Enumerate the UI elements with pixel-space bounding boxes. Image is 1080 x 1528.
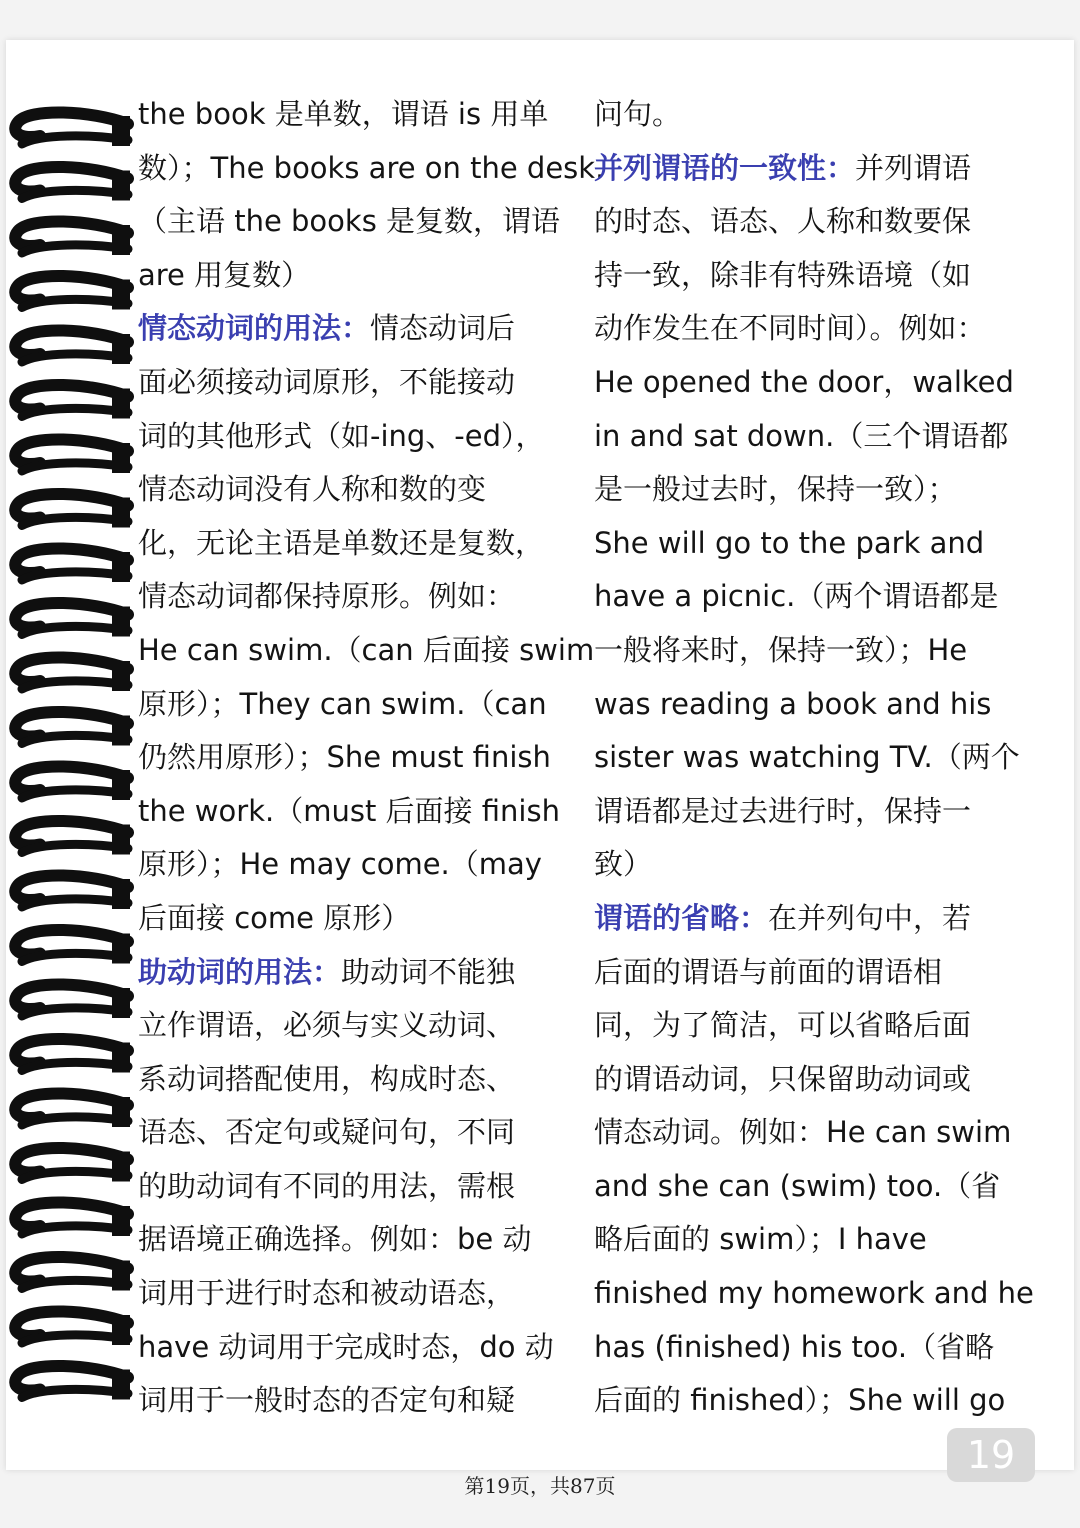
line-text: 后面接 come 原形） bbox=[138, 900, 411, 935]
spiral-ring-icon bbox=[15, 1202, 130, 1236]
page-footer: 第19页，共87页 bbox=[464, 1474, 616, 1498]
spiral-binding-icon bbox=[0, 100, 140, 1470]
text-line bbox=[138, 999, 578, 1053]
line-text: 谓语都是过去进行时，保持一 bbox=[594, 793, 972, 828]
spiral-ring-icon bbox=[15, 1257, 130, 1291]
spiral-ring-icon bbox=[15, 221, 130, 255]
line-text: 致） bbox=[594, 847, 653, 882]
spiral-ring-icon bbox=[15, 112, 130, 146]
spiral-ring-icon bbox=[15, 766, 130, 800]
text-line bbox=[594, 142, 1034, 196]
text-line bbox=[594, 1321, 1034, 1375]
text-line bbox=[594, 302, 1034, 356]
text-line bbox=[594, 838, 1034, 892]
text-line bbox=[594, 463, 1034, 517]
text-line bbox=[594, 249, 1034, 303]
line-text: 同，为了简洁，可以省略后面 bbox=[594, 1008, 972, 1043]
text-line bbox=[594, 785, 1034, 839]
text-line bbox=[138, 1374, 578, 1428]
text-line bbox=[138, 570, 578, 624]
section-heading: 谓语的省略： bbox=[594, 900, 769, 935]
line-text: finished my homework and he bbox=[594, 1276, 1034, 1311]
left-column bbox=[138, 88, 605, 1428]
text-line bbox=[594, 1374, 1034, 1428]
line-text: the book 是单数，谓语 is 用单 bbox=[138, 97, 549, 131]
text-line bbox=[594, 892, 1034, 946]
spiral-ring-icon bbox=[15, 603, 130, 637]
text-line bbox=[138, 1053, 578, 1107]
line-text: 的助动词有不同的用法，需根 bbox=[138, 1168, 516, 1203]
line-text: 化，无论主语是单数还是复数， bbox=[138, 525, 545, 560]
line-text: has (finished) his too.（省略 bbox=[594, 1329, 995, 1364]
spiral-ring-icon bbox=[15, 1366, 130, 1400]
spiral-ring-icon bbox=[15, 548, 130, 582]
line-text: 情态动词。例如：He can swim bbox=[594, 1115, 1012, 1150]
text-line bbox=[138, 1106, 578, 1160]
text-line bbox=[138, 838, 578, 892]
text-line bbox=[594, 1053, 1034, 1107]
spiral-ring-icon bbox=[15, 276, 130, 310]
line-text: have a picnic.（两个谓语都是 bbox=[594, 579, 999, 614]
text-line bbox=[594, 195, 1034, 249]
section-heading: 情态动词的用法： bbox=[138, 311, 371, 346]
text-line bbox=[138, 678, 578, 732]
spiral-ring-icon bbox=[15, 494, 130, 528]
text-line bbox=[138, 1160, 578, 1214]
line-text: 的谓语动词，只保留助动词或 bbox=[594, 1061, 972, 1096]
line-text: He can swim.（can 后面接 swim bbox=[138, 632, 595, 667]
spiral-ring-icon bbox=[15, 439, 130, 473]
text-line bbox=[138, 142, 605, 196]
line-text: 动作发生在不同时间）。例如： bbox=[594, 311, 986, 346]
line-text: 后面的谓语与前面的谓语相 bbox=[594, 954, 943, 989]
text-line bbox=[138, 892, 578, 946]
line-text: 原形）；They can swim.（can bbox=[138, 686, 547, 721]
line-text: 助动词不能独 bbox=[341, 954, 516, 989]
text-line bbox=[594, 731, 1034, 785]
text-line bbox=[594, 517, 1034, 571]
spiral-ring-icon bbox=[15, 821, 130, 855]
spiral-ring-icon bbox=[15, 1039, 130, 1073]
line-text: 持一致，除非有特殊语境（如 bbox=[594, 257, 972, 292]
line-text: was reading a book and his bbox=[594, 686, 992, 721]
section-heading: 并列谓语的一致性： bbox=[594, 150, 856, 185]
text-line bbox=[594, 1267, 1034, 1321]
line-text: 在并列句中，若 bbox=[768, 900, 972, 935]
section-heading: 助动词的用法： bbox=[138, 954, 342, 989]
line-text: 原形）；He may come.（may bbox=[138, 847, 542, 882]
text-line bbox=[594, 88, 1034, 142]
line-text: 情态动词都保持原形。例如： bbox=[138, 579, 516, 614]
line-text: 仍然用原形）；She must finish bbox=[138, 740, 551, 775]
line-text: 立作谓语，必须与实义动词、 bbox=[138, 1008, 516, 1043]
line-text: sister was watching TV.（两个 bbox=[594, 740, 1020, 775]
spiral-ring-icon bbox=[15, 1093, 130, 1127]
line-text: 的时态、语态、人称和数要保 bbox=[594, 204, 972, 239]
line-text: 后面的 finished）；She will go bbox=[594, 1383, 1006, 1418]
line-text: in and sat down.（三个谓语都 bbox=[594, 418, 1009, 453]
spiral-ring-icon bbox=[15, 984, 130, 1018]
spiral-ring-icon bbox=[15, 875, 130, 909]
line-text: 数）；The books are on the desk. bbox=[138, 150, 605, 185]
text-line bbox=[594, 356, 1034, 410]
line-text: have 动词用于完成时态，do 动 bbox=[138, 1329, 554, 1364]
text-line bbox=[594, 624, 1034, 678]
line-text: 略后面的 swim）；I have bbox=[594, 1222, 927, 1257]
spiral-ring-icon bbox=[15, 930, 130, 964]
spiral-ring-icon bbox=[15, 1148, 130, 1182]
text-line bbox=[594, 1106, 1034, 1160]
line-text: and she can (swim) too.（省 bbox=[594, 1168, 1001, 1203]
text-line bbox=[138, 356, 578, 410]
line-text: 据语境正确选择。例如：be 动 bbox=[138, 1222, 532, 1257]
line-text: 情态动词后 bbox=[370, 311, 516, 346]
line-text: the work.（must 后面接 finish bbox=[138, 793, 560, 828]
text-line bbox=[138, 1321, 578, 1375]
text-line bbox=[594, 570, 1034, 624]
line-text: He opened the door，walked bbox=[594, 364, 1014, 399]
line-text: 词用于进行时态和被动语态， bbox=[138, 1276, 516, 1311]
line-text: 并列谓语 bbox=[855, 150, 972, 185]
spiral-ring-icon bbox=[15, 385, 130, 419]
spiral-ring-icon bbox=[15, 657, 130, 691]
text-line bbox=[138, 302, 578, 356]
page-number-badge: 19 bbox=[947, 1428, 1035, 1482]
text-line bbox=[138, 88, 578, 142]
line-text: （主语 the books 是复数，谓语 bbox=[138, 204, 561, 239]
line-text: 问句。 bbox=[594, 97, 682, 131]
text-line bbox=[138, 410, 578, 464]
text-line bbox=[594, 1213, 1034, 1267]
text-line bbox=[138, 463, 578, 517]
text-line bbox=[138, 249, 578, 303]
line-text: are 用复数） bbox=[138, 257, 311, 292]
text-line bbox=[594, 999, 1034, 1053]
right-column bbox=[594, 88, 1034, 1428]
text-line bbox=[138, 517, 578, 571]
text-line bbox=[594, 410, 1034, 464]
text-line bbox=[594, 1160, 1034, 1214]
line-text: 情态动词没有人称和数的变 bbox=[138, 472, 487, 507]
spiral-ring-icon bbox=[15, 167, 130, 201]
text-line bbox=[594, 678, 1034, 732]
line-text: 面必须接动词原形，不能接动 bbox=[138, 364, 516, 399]
spiral-ring-icon bbox=[15, 330, 130, 364]
text-line bbox=[138, 1267, 578, 1321]
spiral-ring-icon bbox=[15, 1311, 130, 1345]
line-text: 系动词搭配使用，构成时态、 bbox=[138, 1061, 516, 1096]
spiral-ring-icon bbox=[15, 712, 130, 746]
text-line bbox=[138, 195, 578, 249]
text-line bbox=[138, 1213, 578, 1267]
line-text: 词用于一般时态的否定句和疑 bbox=[138, 1383, 516, 1418]
line-text: 一般将来时，保持一致）；He bbox=[594, 632, 968, 667]
line-text: She will go to the park and bbox=[594, 525, 985, 560]
line-text: 语态、否定句或疑问句，不同 bbox=[138, 1115, 516, 1150]
text-line bbox=[138, 946, 578, 1000]
text-line bbox=[594, 946, 1034, 1000]
text-line bbox=[138, 624, 595, 678]
text-line bbox=[138, 731, 578, 785]
line-text: 词的其他形式（如-ing、-ed）， bbox=[138, 418, 545, 453]
text-line bbox=[138, 785, 578, 839]
line-text: 是一般过去时，保持一致）； bbox=[594, 472, 957, 507]
